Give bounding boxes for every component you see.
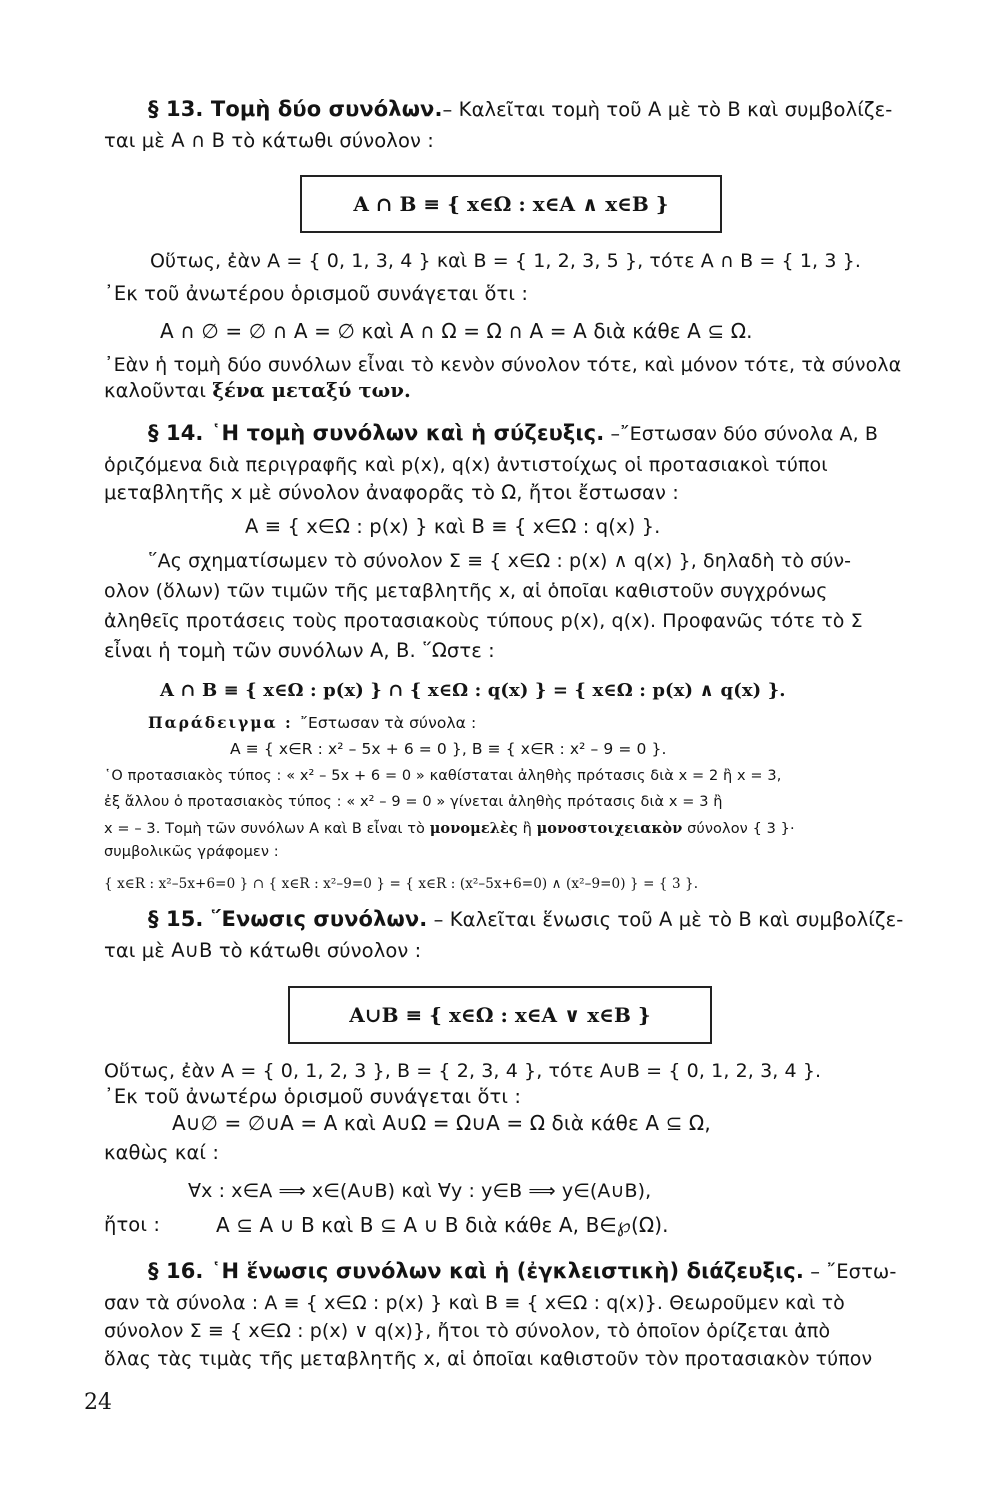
sec15-line7: ∀x : x∈Α ⟹ x∈(Α∪Β) καὶ ∀y : y∈Β ⟹ y∈(Α∪Β), [188, 1180, 652, 1202]
sec14-heading: § 14. ῾Η τομὴ συνόλων καὶ ἡ σύζευξις. [148, 421, 605, 445]
sec15-line4: ᾿Εκ τοῦ ἀνωτέρω ὁρισμοῦ συνάγεται ὅτι : [104, 1085, 522, 1108]
sec13-line1 [148, 96, 892, 123]
sec13-line7 [104, 378, 411, 404]
sec14-line4: Α ≡ { x∈Ω : p(x) } καὶ Β ≡ { x∈Ω : q(x) }. [245, 515, 661, 538]
sec15-heading: § 15. ῞Ενωσις συνόλων. [148, 907, 428, 931]
sec15-definition-box: Α∪Β ≡ { x∈Ω : x∈Α ∨ x∈Β } [288, 986, 712, 1044]
sec15-line3: Οὕτως, ἐὰν Α = { 0, 1, 2, 3 }, Β = { 2, 3, 4 }, τότε Α∪Β = { 0, 1, 2, 3, 4 }. [104, 1060, 822, 1082]
example-line2: Α ≡ { x∈R : x² – 5x + 6 = 0 }, Β ≡ { x∈R : x² – 9 = 0 }. [230, 740, 667, 758]
sec16-heading: § 16. ῾Η ἕνωσις συνόλων καὶ ἡ (ἐγκλειστικὴ) διάζευξις. [148, 1259, 804, 1283]
sec13-heading: § 13. Τομὴ δύο συνόλων. [148, 97, 443, 121]
sec13-term-disjoint: ξένα μεταξύ των. [212, 379, 411, 402]
sec14-line5: ῞Ας σχηματίσωμεν τὸ σύνολον Σ ≡ { x∈Ω : p(x) ∧ q(x) }, δηλαδὴ τὸ σύν- [148, 550, 852, 572]
term-singleton: μονομελὲς [429, 820, 518, 837]
sec13-line5: Α ∩ ∅ = ∅ ∩ Α = ∅ καὶ Α ∩ Ω = Ω ∩ Α = Α διὰ κάθε Α ⊆ Ω. [160, 319, 753, 343]
sec16-line2: σαν τὰ σύνολα : Α ≡ { x∈Ω : p(x) } καὶ Β ≡ { x∈Ω : q(x)}. Θεωροῦμεν καὶ τὸ [104, 1292, 845, 1314]
example-line5 [104, 818, 795, 840]
example-line5-a: x = – 3. Τομὴ τῶν συνόλων Α καὶ Β εἶναι τὸ [104, 821, 430, 837]
term-monoelement: μονοστοιχειακὸν [536, 820, 683, 837]
sec13-line3: Οὕτως, ἐὰν Α = { 0, 1, 3, 4 } καὶ Β = { 1, 2, 3, 5 }, τότε Α ∩ Β = { 1, 3 }. [150, 250, 861, 272]
sec15-line1 [148, 906, 903, 933]
example-line1-text: ῎Εστωσαν τὰ σύνολα : [300, 714, 477, 732]
example-line1 [148, 712, 476, 734]
example-line6: συμβολικῶς γράφομεν : [104, 844, 279, 860]
page-number: 24 [84, 1390, 112, 1415]
sec16-line1-text: – ῎Εστω- [803, 1260, 897, 1283]
sec15-line1-text: – Καλεῖται ἕνωσις τοῦ Α μὲ τὸ Β καὶ συμβολίζε- [427, 908, 904, 931]
sec13-line1-text: – Καλεῖται τομὴ τοῦ Α μὲ τὸ Β καὶ συμβολίζε- [442, 98, 893, 121]
sec13-line7-text: καλοῦνται [104, 379, 213, 402]
sec16-line4: ὅλας τὰς τιμὰς τῆς μεταβλητῆς x, αἱ ὁποῖαι καθιστοῦν τὸν προτασιακὸν τύπον [104, 1348, 873, 1370]
sec14-line2: ὁριζόμενα διὰ περιγραφῆς καὶ p(x), q(x) ἀντιστοίχως οἱ προτασιακοὶ τύποι [104, 454, 828, 476]
sec14-line7: ἀληθεῖς προτάσεις τοὺς προτασιακοὺς τύπους p(x), q(x). Προφανῶς τότε τὸ Σ [104, 610, 863, 632]
sec13-line2: ται μὲ Α ∩ Β τὸ κάτωθι σύνολον : [104, 129, 434, 152]
example-line7: { x∈R : x²–5x+6=0 } ∩ { x∈R : x²–9=0 } = { x∈R : (x²–5x+6=0) ∧ (x²–9=0) } = { 3 }. [104, 876, 699, 892]
sec15-line2: ται μὲ Α∪Β τὸ κάτωθι σύνολον : [104, 939, 422, 962]
sec14-line8: εἶναι ἡ τομὴ τῶν συνόλων Α, Β. ῞Ωστε : [104, 639, 495, 662]
sec15-line8-label: ἤτοι : [104, 1213, 160, 1236]
sec14-line1-text: –῎Εστωσαν δύο σύνολα Α, Β [604, 423, 879, 445]
sec14-line1 [148, 420, 878, 447]
sec15-line8-formula: Α ⊆ Α ∪ Β καὶ Β ⊆ Α ∪ Β διὰ κάθε Α, Β∈℘(Ω). [216, 1213, 669, 1237]
sec13-line4: ᾿Εκ τοῦ ἀνωτέρου ὁρισμοῦ συνάγεται ὅτι : [104, 282, 529, 305]
example-line5-or: ἢ [517, 821, 537, 837]
sec13-definition-box: Α ∩ Β ≡ { x∈Ω : x∈Α ∧ x∈Β } [300, 175, 722, 233]
sec15-line8 [104, 1212, 669, 1238]
sec14-line6: ολον (ὅλων) τῶν τιμῶν τῆς μεταβλητῆς x, αἱ ὁποῖαι καθιστοῦν συγχρόνως [104, 580, 828, 602]
sec16-line1 [148, 1258, 897, 1285]
example-line5-e: σύνολον { 3 }· [682, 821, 795, 837]
example-line3: ῾Ο προτασιακὸς τύπος : « x² – 5x + 6 = 0 » καθίσταται ἀληθὴς πρότασις διὰ x = 2 ἢ x = 3, [104, 768, 782, 784]
example-label: Παράδειγμα : [148, 713, 301, 732]
sec13-line6: ᾿Εὰν ἡ τομὴ δύο συνόλων εἶναι τὸ κενὸν σύνολον τότε, καὶ μόνον τότε, τὰ σύνολα [104, 354, 902, 376]
sec15-line6: καθὼς καί : [104, 1141, 220, 1164]
sec15-line5: Α∪∅ = ∅∪Α = Α καὶ Α∪Ω = Ω∪Α = Ω διὰ κάθε Α ⊆ Ω, [172, 1111, 711, 1135]
sec14-line3: μεταβλητῆς x μὲ σύνολον ἀναφορᾶς τὸ Ω, ἤτοι ἔστωσαν : [104, 481, 679, 504]
sec16-line3: σύνολον Σ ≡ { x∈Ω : p(x) ∨ q(x)}, ἤτοι τὸ σύνολον, τὸ ὁποῖον ὁρίζεται ἀπὸ [104, 1320, 831, 1342]
sec14-line9: Α ∩ Β ≡ { x∈Ω : p(x) } ∩ { x∈Ω : q(x) } = { x∈Ω : p(x) ∧ q(x) }. [160, 680, 786, 701]
example-line4: ἐξ ἄλλου ὁ προτασιακὸς τύπος : « x² – 9 = 0 » γίνεται ἀληθὴς πρότασις διὰ x = 3 ἢ [104, 794, 723, 810]
